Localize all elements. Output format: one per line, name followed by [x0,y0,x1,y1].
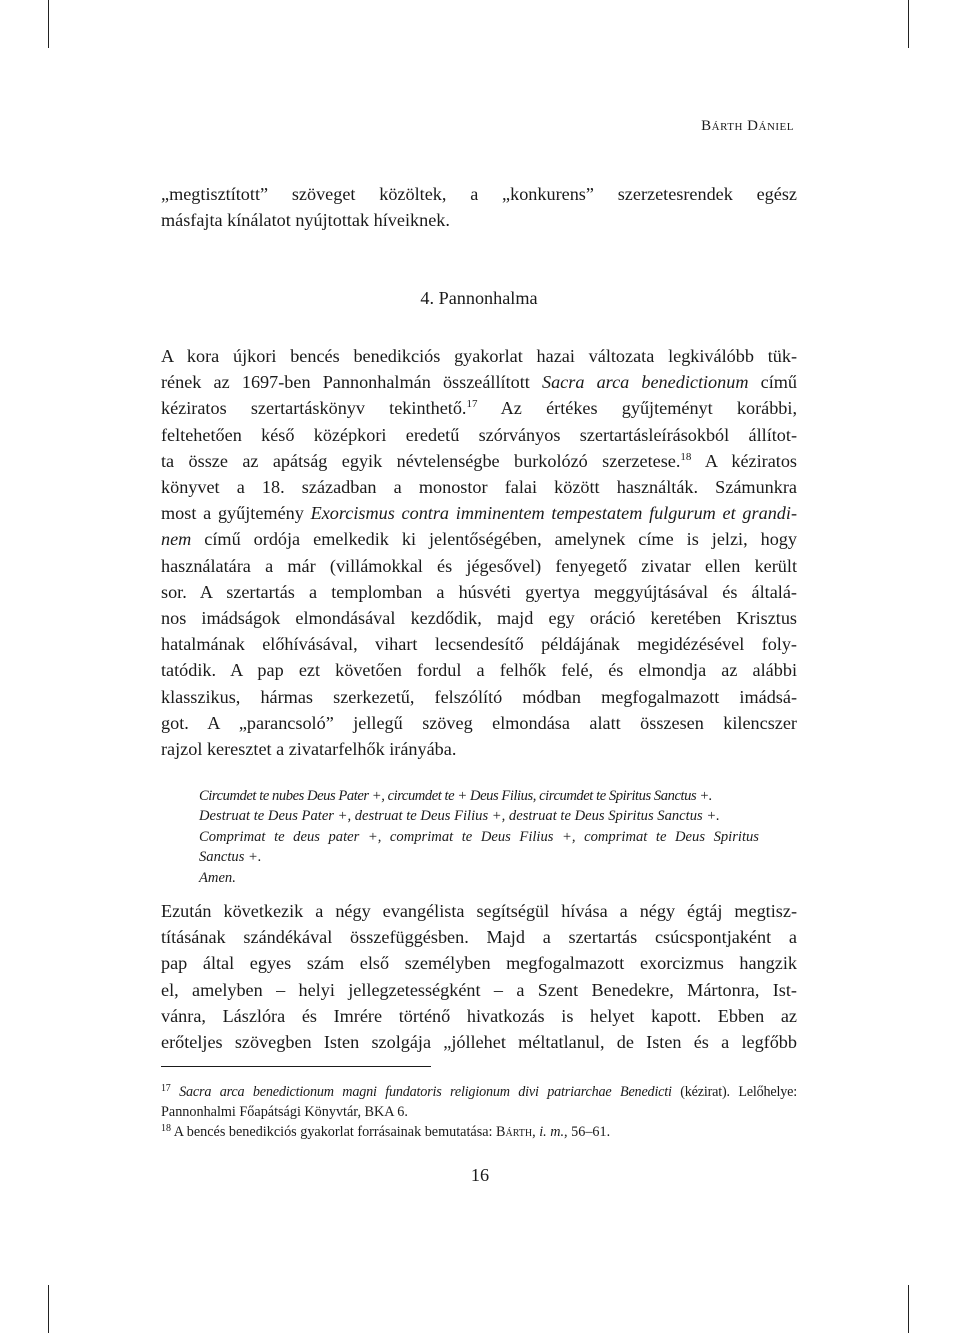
text-line: nem című ordója emelkedik ki jelentőségében, amelynek címe is jelzi, hogy [161,529,797,550]
body-paragraph-1 [161,343,797,762]
crop-mark [908,1285,909,1333]
prayer-line: Sanctus +. [199,849,262,866]
intro-paragraph [161,181,797,233]
text-line: másfajta kínálatot nyújtottak híveiknek. [161,210,450,231]
text-line: feltehetően késő középkori eredetű szórványos szertartásleírásokból állítot- [161,424,797,445]
text-line: „megtisztított” szöveget közöltek, a „konkurens” szerzetesrendek egész [161,184,797,204]
text-line: rajzol keresztet a zivatarfelhők irányába. [161,739,457,760]
text-line: Ezután következik a négy evangélista segítségül hívása a négy égtáj megtisz- [161,901,797,921]
text-line: pap által egyes szám első személyben megfogalmazott exorcizmus hangzik [161,953,797,974]
footnotes [161,1082,797,1142]
text-line: erőteljes szövegben Isten szolgája „jóllehet méltatlanul, de Isten és a legfőbb [161,1032,797,1053]
prayer-line: Destruat te Deus Pater +, destruat te Deus Filius +, destruat te Deus Spiritus Sanctus +. [199,808,720,825]
text-line: sor. A szertartás a templomban a húsvéti gyertya meggyújtásával és általá- [161,581,797,602]
text-line: tításának szándékával összefüggésben. Majd a szertartás csúcspontjaként a [161,927,797,948]
text-line: könyvet a 18. században a monostor falai között használták. Számunkra [161,477,797,498]
text-line: kéziratos szertartáskönyv tekinthető.$^{17}$ Az értékes gyűjteményt korábbi, [161,398,797,419]
text-line: használatára a már (villámokkal és jégesővel) fenyegető zivatar ellen került [161,555,797,576]
footnote-18: $^{18}$ A bencés benedikciós gyakorlat forrásainak bemutatása: Bárth, i. m., 56–61. [161,1123,611,1140]
text-line: rének az 1697-ben Pannonhalmán összeállított Sacra arca benedictionum című [161,372,797,393]
prayer-line: Amen. [199,869,236,886]
page-number: 16 [470,1165,490,1185]
text-line: klasszikus, hármas szerkezetű, felszólító módban megfogalmazott imádsá- [161,686,797,707]
footnote-ref-17[interactable]: 17 [466,398,478,411]
prayer-line: Circumdet te nubes Deus Pater +, circumdet te + Deus Filius, circumdet te Spiritus Sanctus +. [199,788,712,804]
text-line: got. A „parancsoló” jellegű szöveg elmondása alatt összesen kilencszer [161,712,797,733]
text-line: A kora újkori bencés benedikciós gyakorlat hazai változata legkiválóbb tük- [161,346,797,366]
text-line: el, amelyben – helyi jellegzetességként – a Szent Benedekre, Mártonra, Ist- [161,979,797,1000]
footnote-rule [161,1066,431,1067]
text-line: hatalmának előhívásával, vihart lecsendesítő példájának megidézésével foly- [161,634,797,655]
footnote-ref-18[interactable]: 18 [680,450,692,463]
prayer-quote [199,786,759,888]
footnote-17-cont: Pannonhalmi Főapátsági Könyvtár, BKA 6. [161,1104,408,1120]
running-header: Bárth Dániel [701,118,794,134]
text-line: tatódik. A pap ezt követően fordul a felhők felé, és elmondja az alábbi [161,660,797,681]
text-line: nos imádságok elmondásával kezdődik, majd egy oráció keretében Krisztus [161,608,797,629]
prayer-line: Comprimat te deus pater +, comprimat te Deus Filius +, comprimat te Deus Spiritus [199,828,759,845]
text-line: ta össze az apátság egyik névtelenségbe burkolózó szerzetese.$^{18}$ A kéziratos [161,450,797,471]
body-paragraph-2 [161,898,797,1055]
crop-mark [48,1285,49,1333]
crop-mark [48,0,49,48]
title-italic: nem [161,529,192,550]
title-italic: Sacra arca benedictionum [541,372,749,393]
footnote-17: $^{17}$ Sacra arca benedictionum magni fundatoris religionum divi patriarchae Benedicti (kézirat). Lelőhelye: [161,1083,797,1100]
title-italic: Exorcismus contra imminentem tempestatem fulgurum et grandi- [310,503,797,524]
crop-mark [908,0,909,48]
text-line: most a gyűjtemény Exorcismus contra imminentem tempestatem fulgurum et grandi- [161,503,797,524]
section-heading: 4. Pannonhalma [420,288,538,308]
text-line: vánra, Lászlóra és Imrére történő hivatkozás is helyet kapott. Ebben az [161,1005,797,1026]
section-heading-wrap [161,288,797,309]
